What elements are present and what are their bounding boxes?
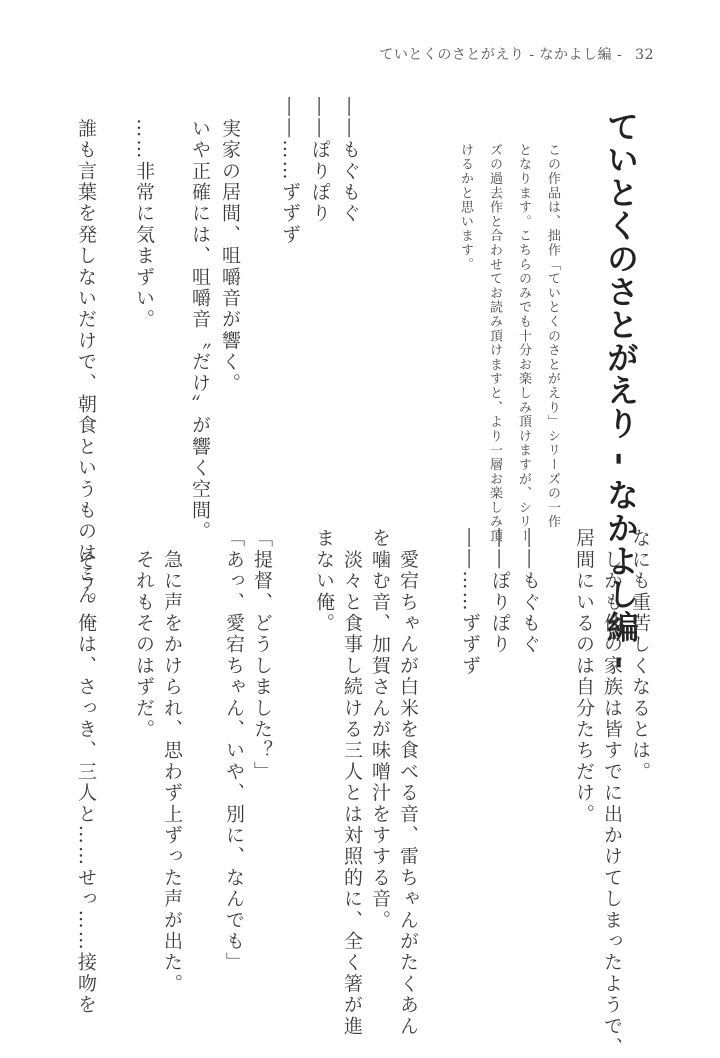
text-line: ――ぽりぽり xyxy=(489,528,511,656)
text-line: 愛宕ちゃんが白米を食べる音、雷ちゃんがたくあん xyxy=(397,528,419,1037)
text-line: を噛む音、加賀さんが味噌汁をすする音。 xyxy=(369,528,391,931)
intro-line: となります。こちらのみでも十分お楽しみ頂けますが、シリー xyxy=(516,143,531,544)
text-line: ――もぐもぐ xyxy=(339,97,361,225)
text-line: ――ぽりぽり xyxy=(309,97,331,225)
text-line: 淡々と食事し続ける三人とは対照的に、全く箸が進 xyxy=(341,528,363,1037)
text-line: 急に声をかけられ、思わず上ずった声が出た。 xyxy=(161,528,183,995)
text-line: ――……ずずず xyxy=(279,97,301,246)
text-line: いや正確には、咀嚼音〝だけ〟が響く空間。 xyxy=(189,97,211,543)
text-line: なにも重苦しくなるとは。 xyxy=(629,528,651,783)
text-line: まない俺。 xyxy=(313,528,335,634)
story-title: ていとくのさとがえり - なかよし編 - xyxy=(602,110,640,670)
page-number: 32 xyxy=(635,47,654,63)
text-line: それもそのはずだ。 xyxy=(133,528,155,740)
running-header xyxy=(379,44,654,64)
text-line: 実家の居間、咀嚼音が響く。 xyxy=(219,97,241,394)
text-line: 誰も言葉を発しないだけで、朝食というものはこん xyxy=(75,97,97,606)
running-title: ていとくのさとがえり - なかよし編 - xyxy=(379,47,623,63)
text-line: 「あっ、愛宕ちゃん、いや、別に、なんでも」 xyxy=(223,528,245,974)
text-line: ――もぐもぐ xyxy=(519,528,541,656)
text-line: しかも他の家族は皆すでに出かけてしまったようで、 xyxy=(601,528,623,1058)
intro-line: ズの過去作と合わせてお読み頂けますと、より一層お楽しみ頂 xyxy=(487,143,502,544)
text-line: ……非常に気まずい。 xyxy=(133,97,155,331)
text-line: そう。俺は、さっき、三人と……せっ……接吻を xyxy=(75,528,97,1016)
text-line: 「提督、どうしました？」 xyxy=(251,528,273,783)
intro-line: この作品は、拙作「ていとくのさとがえり」シリーズの一作 xyxy=(545,143,560,530)
text-line: ――……ずずず xyxy=(459,528,481,677)
text-line: 居間にいるのは自分たちだけ。 xyxy=(573,528,595,825)
intro-line: けるかと思います。 xyxy=(458,143,473,272)
